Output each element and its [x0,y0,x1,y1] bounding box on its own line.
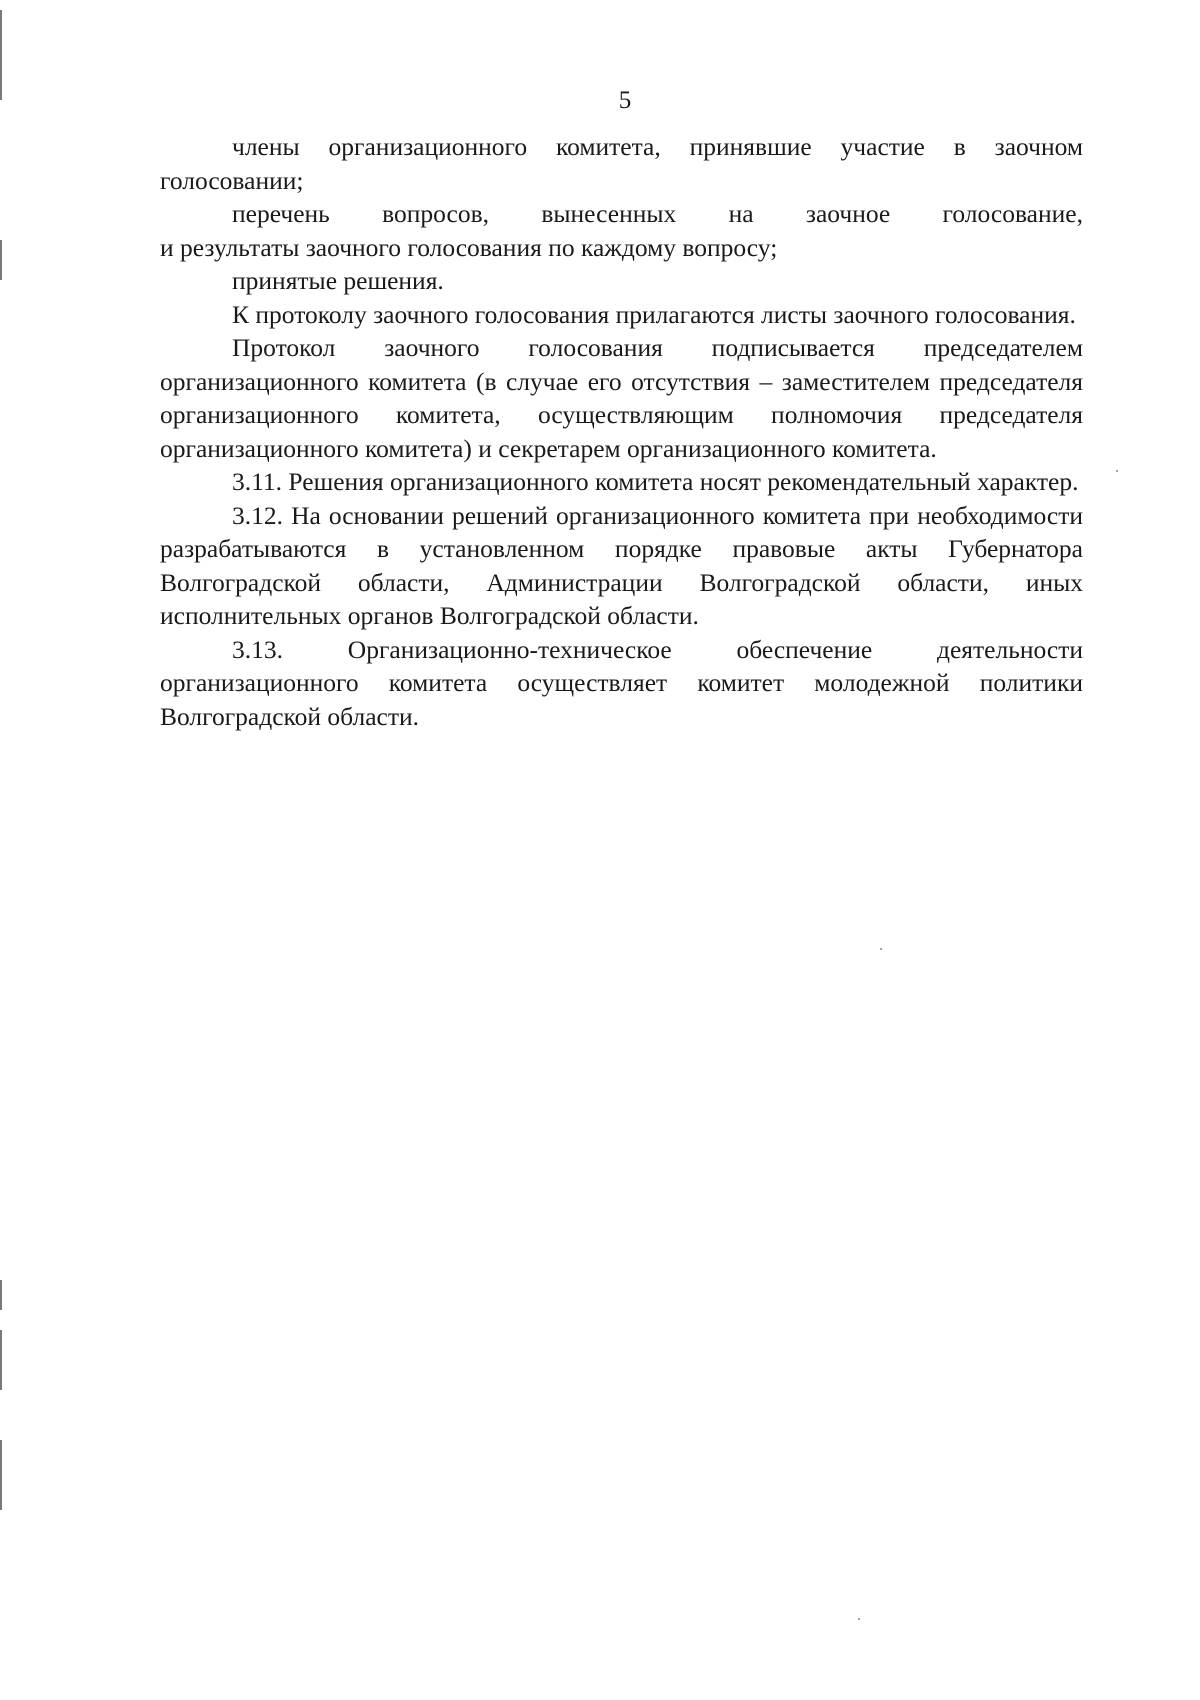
scan-edge-mark [0,1440,2,1510]
paragraph: Протокол заочного голосования подписывается председателем организационного комитета (в случае его отсутствия – заместителем председателя организационного комитета, осуществляющим полномочия председателя организационного комитета) и секретарем организационного комитета. [160,333,1083,463]
paragraph: члены организационного комитета, принявшие участие в заочном голосовании; [160,132,1083,195]
scan-edge-mark [0,1280,2,1310]
paragraph: К протоколу заочного голосования прилагаются листы заочного голосования. [232,299,1076,329]
paragraph: 3.11. Решения организационного комитета носят рекомендательный характер. [232,467,1079,496]
paragraph: принятые решения. [232,266,444,295]
page-number: 5 [618,87,632,114]
paragraph: 3.12. На основании решений организационного комитета при необходимости разрабатываются в установленном порядке правовые акты Губернатора Волгоградской области, Администрации Волгоградской области, иных исполнительных органов Волгоградской области. [160,500,1083,630]
scan-edge-mark [0,240,2,280]
scan-speck [1116,470,1118,472]
paragraph: и результаты заочного голосования по каждому вопросу; [160,232,778,262]
paragraph: 3.13. Организационно-техническое обеспечение деятельности организационного комитета осуществляет комитет молодежной политики Волгоградской области. [160,634,1083,731]
scan-edge-mark [0,1330,2,1390]
scan-speck [880,948,882,950]
paragraph: перечень вопросов, вынесенных на заочное голосование, [232,199,1083,228]
scan-speck [858,1618,860,1620]
document-body [160,130,1083,733]
